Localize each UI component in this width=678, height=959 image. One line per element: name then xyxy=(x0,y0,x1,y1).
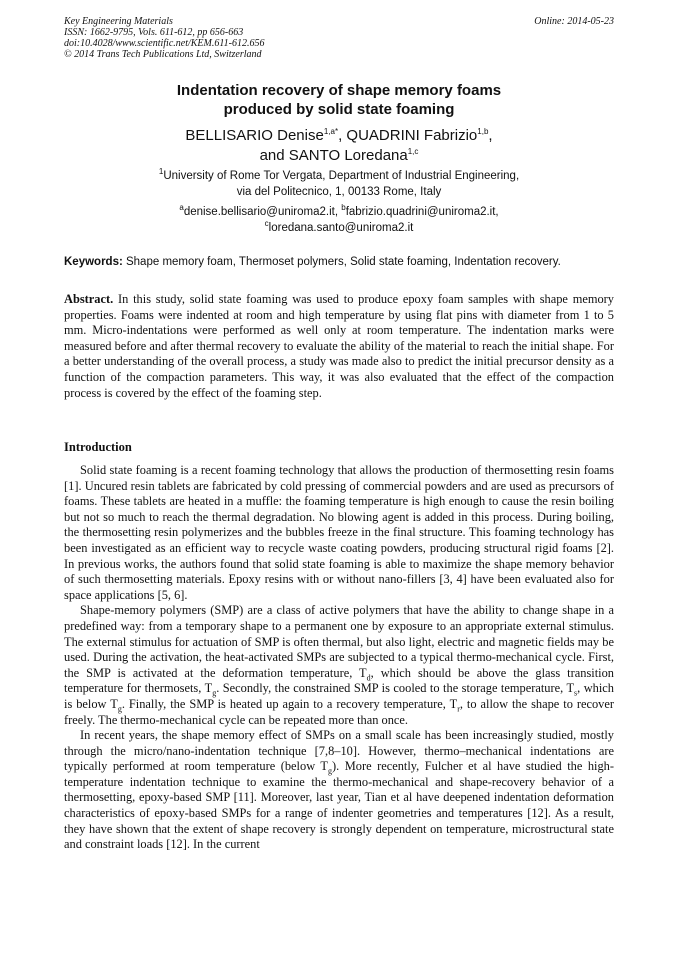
p3-text: ). More recently, Fulcher et al have studied the high-temperature indentation technique to examine the thermo-mechanical and shape-recovery behavior of a thermosetting, epoxy-based SMP [11]. Moreover, last year, Tian et al have deepened indentation deformation characteristics of epoxy-based SMPs for a range of indenter geometries and temperatures [12]. As a result, they have shown that the extent of shape recovery is strongly dependent on temperature, microstructural state and constraint loads [12]. In the current xyxy=(64,759,614,852)
p3-sub: g xyxy=(328,766,332,776)
affiliation-line-2: via del Politecnico, 1, 00133 Rome, Italy xyxy=(236,186,442,198)
p2-text: Shape-memory polymers (SMP) are a class of active polymers that have the ability to change shape in a predefined way: from a temporary shape to a permanent one by exposure to an appropriate external stimulus. The external stimulus for actuation of SMP is often thermal, but also light, electric and magnetic fields may be used. During the activation, the heat-activated SMPs are subjected to a typical thermo-mechanical cycle. First, the SMP is activated at the deformation temperature, T xyxy=(64,603,614,680)
email-c: loredana.santo@uniroma2.it xyxy=(268,222,414,234)
paragraph-1: Solid state foaming is a recent foaming technology that allows the production of thermosetting resin foams [1]. Uncured resin tablets are fabricated by cold pressing of commercial powders and are used as precursors of foams. These tablets are heated in a muffle: the foaming temperature is high enough to cause the resin boiling but not so much to reach the thermal degradation. No blowing agent is added in this process. During boiling, the thermosetting resin polymerizes and the bubbles freeze in the final structure. This foaming technology has been investigated as an efficient way to recycle waste coating powders, producing structural rigid foams [2]. In previous works, the authors found that solid state foaming is able to maximize the shape memory behavior of such thermosetting materials. Epoxy resins with or without nano-fillers [3, 4] have been evaluated also for space applications [5, 6]. xyxy=(64,463,614,602)
p2-sub: g xyxy=(212,688,217,698)
paragraph-3 xyxy=(64,728,614,853)
p2-sub: d xyxy=(366,673,371,683)
author-2: QUADRINI Fabrizio xyxy=(346,127,478,144)
author-3-sup: 1,c xyxy=(407,147,419,156)
author-emails xyxy=(64,204,614,236)
email-a: denise.bellisario@uniroma2.it, xyxy=(183,206,342,218)
author-1: BELLISARIO Denise xyxy=(185,127,324,144)
paragraph-2 xyxy=(64,603,614,728)
p2-sub: s xyxy=(574,688,578,698)
online-date: Online: 2014-05-23 xyxy=(534,16,614,27)
keywords xyxy=(64,255,614,270)
p2-text: . Secondly, the constrained SMP is cooled to the storage temperature, T xyxy=(216,681,575,696)
journal-name: Key Engineering Materials xyxy=(64,16,173,27)
issn-line: ISSN: 1662-9795, Vols. 611-612, pp 656-663 xyxy=(64,27,244,38)
copyright-line: © 2014 Trans Tech Publications Ltd, Switzerland xyxy=(64,49,262,60)
keywords-text: Shape memory foam, Thermoset polymers, Solid state foaming, Indentation recovery. xyxy=(122,256,561,268)
journal-header xyxy=(64,16,614,60)
p3-text: In recent years, the shape memory effect of SMPs on a small scale has been increasingly studied, mostly through the micro/nano-indentation technique [7,8–10]. However, thermo–mechanical indentations are typically performed at room temperature (below T xyxy=(64,728,614,774)
affiliation-line-1: University of Rome Tor Vergata, Department of Industrial Engineering, xyxy=(163,170,520,182)
introduction-body xyxy=(64,463,614,853)
p2-text: , which is below T xyxy=(64,681,614,711)
p2-text: . Finally, the SMP is heated up again to a recovery temperature, T xyxy=(121,696,458,711)
author-3: and SANTO Loredana xyxy=(259,147,408,164)
email-b-sup: b xyxy=(341,203,346,213)
affiliation xyxy=(64,168,614,200)
author-list xyxy=(64,126,614,166)
email-a-sup: a xyxy=(179,203,184,213)
abstract-label: Abstract. xyxy=(64,292,114,306)
email-b: fabrizio.quadrini@uniroma2.it, xyxy=(345,206,499,218)
section-heading-introduction: Introduction xyxy=(64,440,132,454)
author-separator: , xyxy=(338,127,347,144)
email-c-sup: c xyxy=(264,219,269,229)
p2-sub: r xyxy=(457,704,460,714)
title-line-2: produced by solid state foaming xyxy=(223,101,455,118)
keywords-label: Keywords: xyxy=(64,256,123,268)
title-line-1: Indentation recovery of shape memory foams xyxy=(176,82,502,99)
p2-text: , which should be above the glass transition temperature for thermosets, T xyxy=(64,665,614,696)
abstract-text: In this study, solid state foaming was used to produce epoxy foam samples with shape memory properties. Foams were indented at room and high temperature by using flat pins with diameter from 1 to 5 mm. Micro-indentations were performed as well only at room temperature. The indentation marks were measured before and after thermal recovery to evaluate the ability of the material to reach the initial shape. For a better understanding of the overall process, a study was made also to predict the initial precursor density as a function of the compaction parameters. This way, it was also evaluated that the effect of the compaction process is covered by the effect of the foaming step. xyxy=(64,292,614,400)
author-2-sup: 1,b xyxy=(477,127,489,136)
author-1-sup: 1,a* xyxy=(323,127,339,136)
paper-title xyxy=(64,81,614,119)
doi-line: doi:10.4028/www.scientific.net/KEM.611-612.656 xyxy=(64,38,265,49)
author-separator: , xyxy=(488,127,493,144)
p2-sub: g xyxy=(117,704,122,714)
abstract xyxy=(64,292,614,401)
affiliation-sup: 1 xyxy=(158,167,164,177)
p2-text: , to allow the shape to recover freely. The thermo-mechanical cycle can be repeated more than once. xyxy=(64,696,614,727)
